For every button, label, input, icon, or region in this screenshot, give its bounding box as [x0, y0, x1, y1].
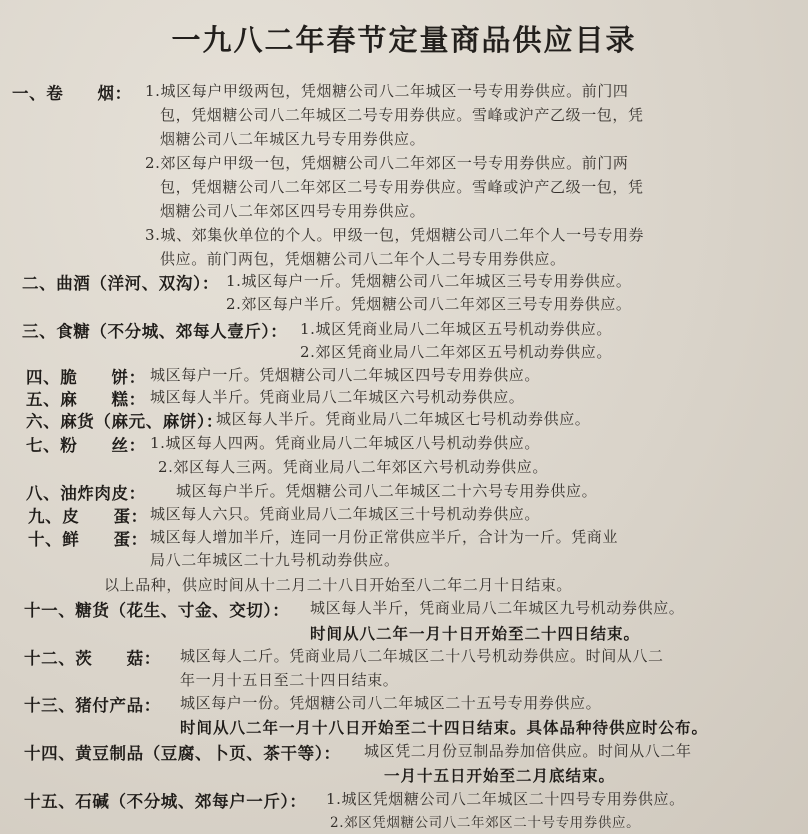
- section-8-line-1: 城区每户半斤。凭烟糖公司八二年城区二十六号专用券供应。: [176, 482, 598, 500]
- section-15-line-1: 1.城区凭烟糖公司八二年城区二十四号专用券供应。: [326, 790, 685, 808]
- section-1-line-1: 1.城区每户甲级两包，凭烟糖公司八二年城区一号专用券供应。前门四: [145, 82, 629, 100]
- section-13-line-2: 时间从八二年一月十八日开始至二十四日结束。具体品种待供应时公布。: [180, 718, 709, 737]
- section-13-line-1: 城区每户一份。凭烟糖公司八二年城区二十五号专用券供应。: [180, 694, 602, 712]
- section-6-heading: 六、麻货（麻元、麻饼）：: [26, 412, 223, 431]
- page-title: 一九八二年春节定量商品供应目录: [171, 23, 637, 57]
- section-9-line-1: 城区每人六只。凭商业局八二年城区三十号机动券供应。: [150, 505, 541, 523]
- section-14-line-1: 城区凭二月份豆制品券加倍供应。时间从八二年: [364, 742, 692, 760]
- section-3-heading: 三、食糖（不分城、郊每人壹斤）：: [22, 322, 288, 341]
- section-7-line-2: 2.郊区每人三两。凭商业局八二年郊区六号机动券供应。: [158, 458, 548, 476]
- section-15-line-2: 2.郊区凭烟糖公司八二年郊区二十号专用券供应。: [330, 815, 641, 831]
- section-1-line-2: 包，凭烟糖公司八二年城区二号专用券供应。雪峰或沪产乙级一包，凭: [160, 106, 644, 124]
- section-1-line-3: 烟糖公司八二年城区九号专用券供应。: [160, 130, 426, 148]
- section-14-line-2: 一月十五日开始至二月底结束。: [384, 766, 616, 785]
- section-3-line-2: 2.郊区凭商业局八二年郊区五号机动券供应。: [300, 343, 612, 361]
- section-5-heading: 五、麻 糕：: [26, 390, 146, 409]
- section-4-heading: 四、脆 饼：: [26, 368, 146, 387]
- section-12-line-2: 年一月十五日至二十四日结束。: [180, 671, 399, 689]
- section-1-heading: 一、卷 烟：: [12, 84, 132, 103]
- section-10-line-2: 局八二年城区二十九号机动券供应。: [150, 551, 400, 569]
- section-12-heading: 十二、茨 菇：: [24, 649, 161, 668]
- section-11-line-1: 城区每人半斤，凭商业局八二年城区九号机动券供应。: [310, 599, 685, 617]
- section-1-line-7: 3.城、郊集伙单位的个人。甲级一包，凭烟糖公司八二年个人一号专用券: [145, 226, 645, 244]
- section-2-line-2: 2.郊区每户半斤。凭烟糖公司八二年郊区三号专用券供应。: [226, 295, 632, 313]
- section-1-line-6: 烟糖公司八二年郊区四号专用券供应。: [160, 202, 426, 220]
- section-6-line-1: 城区每人半斤。凭商业局八二年城区七号机动券供应。: [216, 410, 591, 428]
- section-1-line-8: 供应。前门两包，凭烟糖公司八二年个人二号专用券供应。: [160, 250, 566, 268]
- section-10-line-1: 城区每人增加半斤，连同一月份正常供应半斤，合计为一斤。凭商业: [150, 528, 619, 546]
- section-4-line-1: 城区每户一斤。凭烟糖公司八二年城区四号专用券供应。: [150, 366, 541, 384]
- section-7-heading: 七、粉 丝：: [26, 436, 146, 455]
- section-10-heading: 十、鲜 蛋：: [28, 530, 148, 549]
- section-14-heading: 十四、黄豆制品（豆腐、卜页、茶干等）：: [24, 744, 341, 763]
- section-2-heading: 二、曲酒（洋河、双沟）：: [22, 274, 219, 293]
- section-7-line-1: 1.城区每人四两。凭商业局八二年城区八号机动券供应。: [150, 434, 540, 452]
- section-13-heading: 十三、猪付产品：: [24, 696, 161, 715]
- section-1-line-5: 包，凭烟糖公司八二年郊区二号专用券供应。雪峰或沪产乙级一包，凭: [160, 178, 644, 196]
- section-1-line-4: 2.郊区每户甲级一包，凭烟糖公司八二年郊区一号专用券供应。前门两: [145, 154, 629, 172]
- section-8-heading: 八、油炸肉皮：: [26, 484, 146, 503]
- section-11-heading: 十一、糖货（花生、寸金、交切）：: [24, 601, 290, 620]
- section-5-line-1: 城区每人半斤。凭商业局八二年城区六号机动券供应。: [150, 388, 525, 406]
- section-11-line-2: 时间从八二年一月十日开始至二十四日结束。: [310, 624, 641, 643]
- summary-line: 以上品种，供应时间从十二月二十八日开始至八二年二月十日结束。: [104, 576, 573, 594]
- section-2-line-1: 1.城区每户一斤。凭烟糖公司八二年城区三号专用券供应。: [226, 272, 632, 290]
- section-12-line-1: 城区每人二斤。凭商业局八二年城区二十八号机动券供应。时间从八二: [180, 647, 664, 665]
- section-3-line-1: 1.城区凭商业局八二年城区五号机动券供应。: [300, 320, 612, 338]
- section-15-heading: 十五、石碱（不分城、郊每户一斤）：: [24, 792, 307, 811]
- section-9-heading: 九、皮 蛋：: [28, 507, 148, 526]
